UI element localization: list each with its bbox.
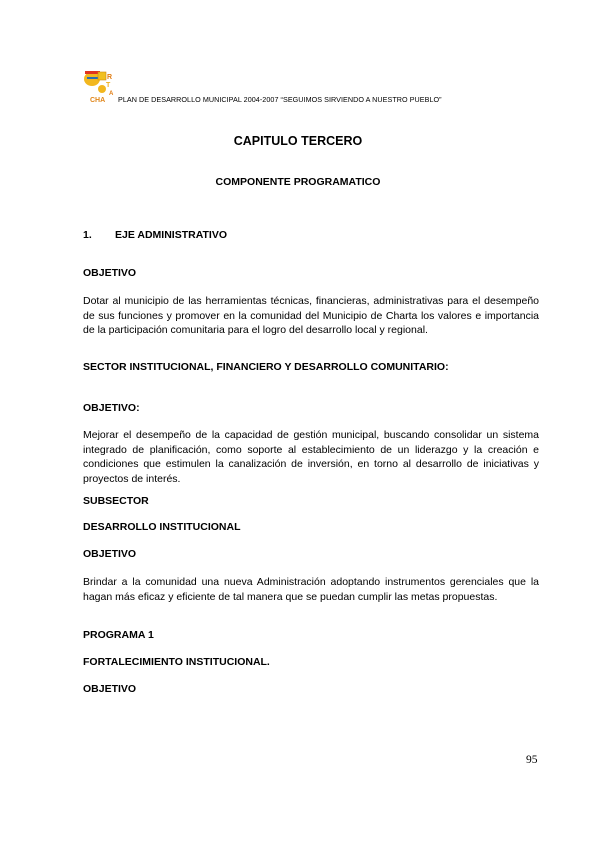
page-number: 95 — [526, 754, 538, 766]
svg-text:CHA: CHA — [90, 97, 106, 104]
subsector-name: DESARROLLO INSTITUCIONAL — [83, 521, 241, 533]
sector-heading: SECTOR INSTITUCIONAL, FINANCIERO Y DESARROLLO COMUNITARIO: — [83, 361, 449, 373]
objective-heading: OBJETIVO: — [83, 402, 140, 414]
subsector-heading: SUBSECTOR — [83, 495, 149, 507]
document-header-title: PLAN DE DESARROLLO MUNICIPAL 2004-2007 “SEGUIMOS SIRVIENDO A NUESTRO PUEBLO” — [118, 95, 442, 104]
program-heading: PROGRAMA 1 — [83, 629, 154, 641]
objective-heading: OBJETIVO — [83, 683, 137, 695]
objective-paragraph: Brindar a la comunidad una nueva Administración adoptando instrumentos gerenciales que la hagan más eficaz y eficiente de tal manera que se puedan cumplir las metas propuestas. — [83, 576, 539, 603]
section-number: 1. — [83, 229, 92, 241]
section-heading — [83, 229, 227, 241]
chapter-title: CAPITULO TERCERO — [233, 134, 363, 148]
section-title: EJE ADMINISTRATIVO — [115, 229, 228, 241]
component-title: COMPONENTE PROGRAMATICO — [215, 176, 381, 188]
program-name: FORTALECIMIENTO INSTITUCIONAL. — [83, 656, 270, 668]
objective-heading: OBJETIVO — [83, 267, 137, 279]
svg-text:A: A — [109, 91, 114, 97]
objective-paragraph: Dotar al municipio de las herramientas técnicas, financieras, administrativas para el desempeño de sus funciones y promover en la comunidad del Municipio de Charta los valores e importancia de la participación comunitaria para el logro del desarrollo local y regional. — [83, 295, 539, 337]
objective-paragraph: Mejorar el desempeño de la capacidad de gestión municipal, buscando consolidar un sistema integrado de planificación, como soporte al establecimiento de un liderazgo y la creación e condiciones que estimulen la canalización de inversión, en torno al desarrollo de iniciativas y proyectos de interés. — [83, 429, 539, 485]
objective-heading: OBJETIVO — [83, 548, 137, 560]
svg-text:T: T — [106, 82, 111, 89]
svg-text:R: R — [107, 74, 113, 81]
